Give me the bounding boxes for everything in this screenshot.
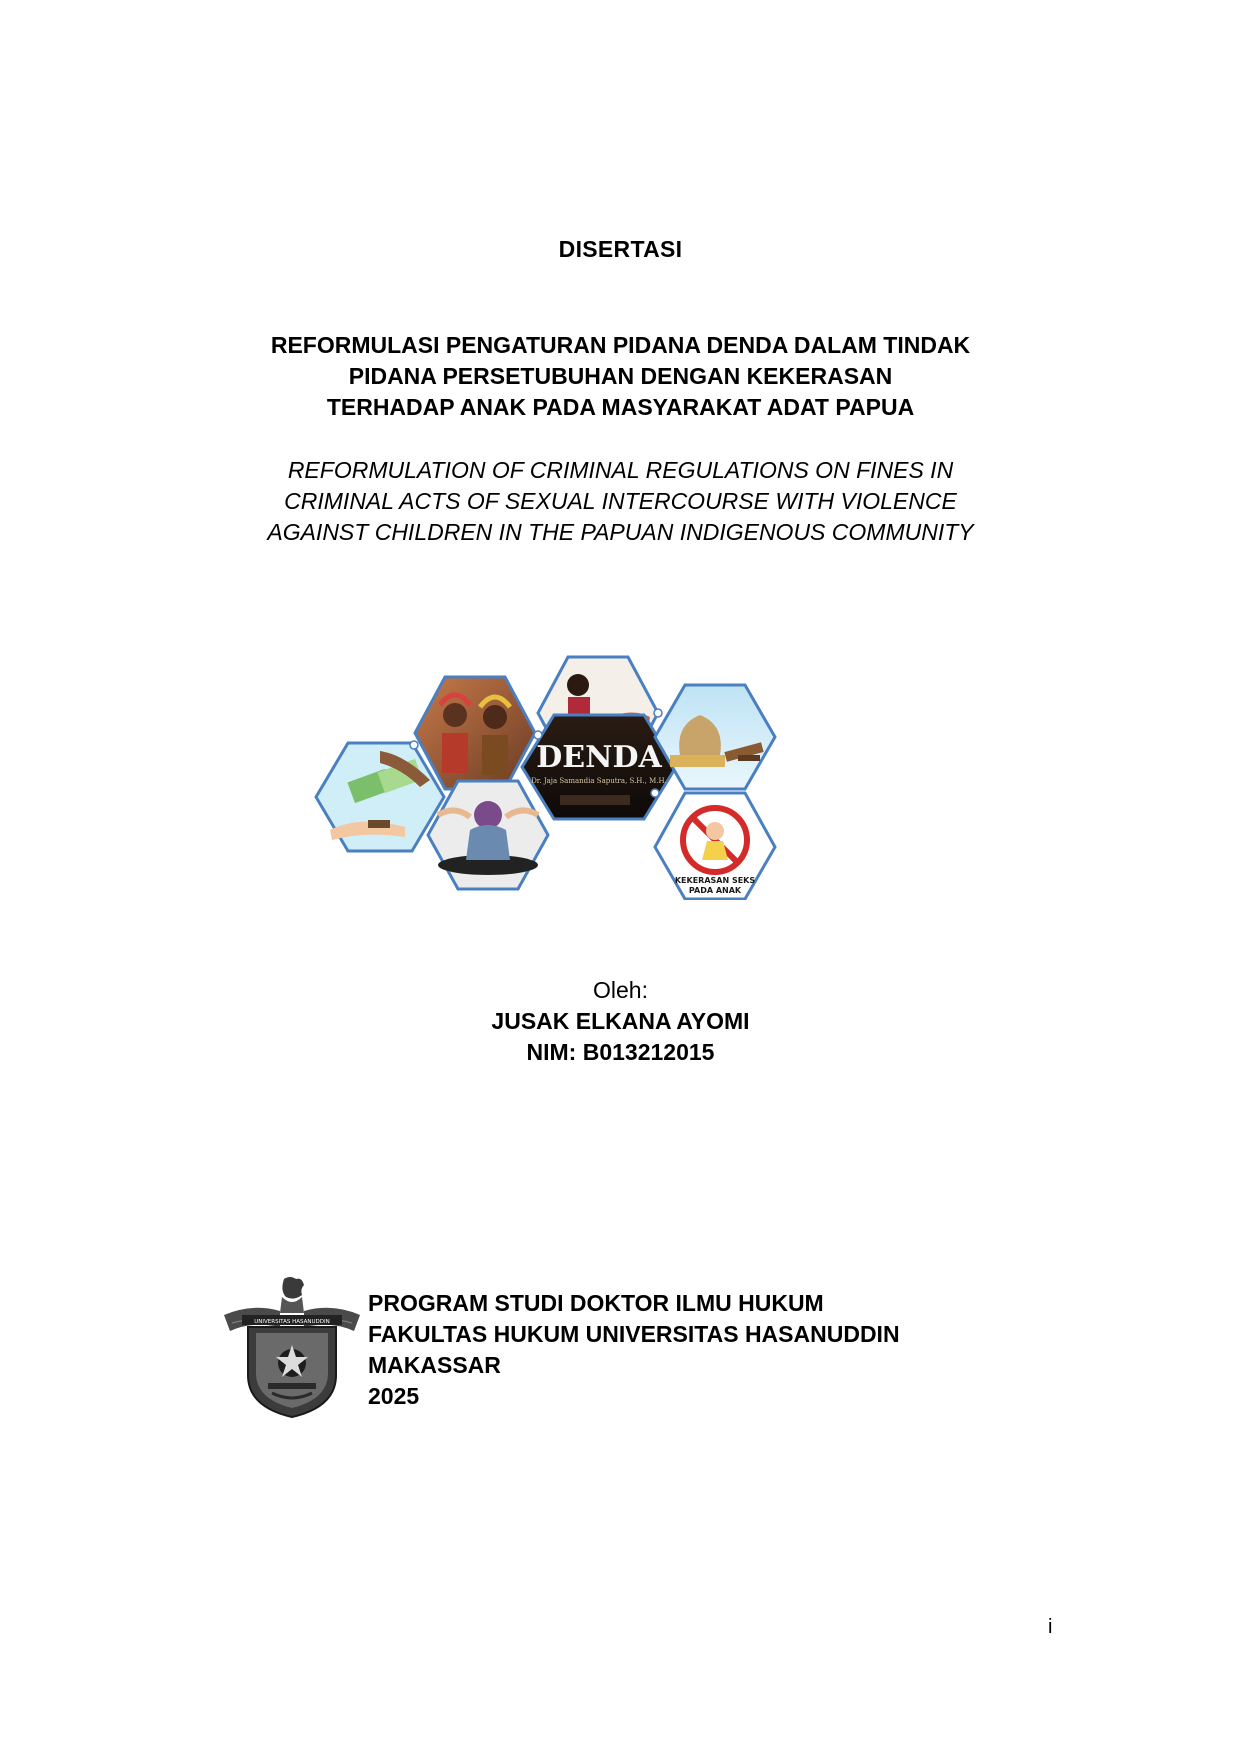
city-name: MAKASSAR [368, 1352, 501, 1378]
title-english [0, 455, 1241, 548]
author-block [0, 975, 1241, 1068]
denda-subtext: Dr. Jaja Samandia Saputra, S.H., M.H. [531, 777, 667, 785]
by-label: Oleh: [593, 977, 648, 1003]
title-indonesian-line: REFORMULASI PENGATURAN PIDANA DENDA DALAM TINDAK [270, 332, 971, 358]
hex-papuan-community [415, 677, 535, 789]
title-english-line: AGAINST CHILDREN IN THE PAPUAN INDIGENOUS COMMUNITY [267, 519, 974, 545]
institution-block [368, 1288, 900, 1412]
title-english-line: CRIMINAL ACTS OF SEXUAL INTERCOURSE WITH VIOLENCE [284, 488, 957, 514]
university-logo [222, 1275, 362, 1420]
denda-label: DENDA [536, 740, 662, 775]
sign-text-2: PADA ANAK [688, 886, 742, 895]
title-indonesian-line: TERHADAP ANAK PADA MASYARAKAT ADAT PAPUA [326, 394, 915, 420]
hexagon-collage-image [310, 655, 910, 900]
hex-warning-sign [655, 793, 775, 899]
student-id: NIM: B013212015 [526, 1039, 715, 1065]
document-type-heading: DISERTASI [558, 236, 683, 262]
faculty-name: FAKULTAS HUKUM UNIVERSITAS HASANUDDIN [368, 1321, 900, 1347]
program-name: PROGRAM STUDI DOKTOR ILMU HUKUM [368, 1290, 824, 1316]
hex-denda [522, 715, 676, 819]
title-indonesian [0, 330, 1241, 423]
title-english-line: REFORMULATION OF CRIMINAL REGULATIONS ON FINES IN [287, 457, 954, 483]
logo-text: UNIVERSITAS HASANUDDIN [254, 1319, 330, 1325]
year: 2025 [368, 1383, 420, 1409]
hex-money-handover [316, 743, 444, 851]
title-indonesian-line: PIDANA PERSETUBUHAN DENGAN KEKERASAN [348, 363, 893, 389]
hex-scared-child [428, 781, 548, 889]
author-name: JUSAK ELKANA AYOMI [491, 1008, 750, 1034]
sign-text-1: KEKERASAN SEKS [674, 876, 756, 885]
page-number: i [1048, 1616, 1053, 1638]
